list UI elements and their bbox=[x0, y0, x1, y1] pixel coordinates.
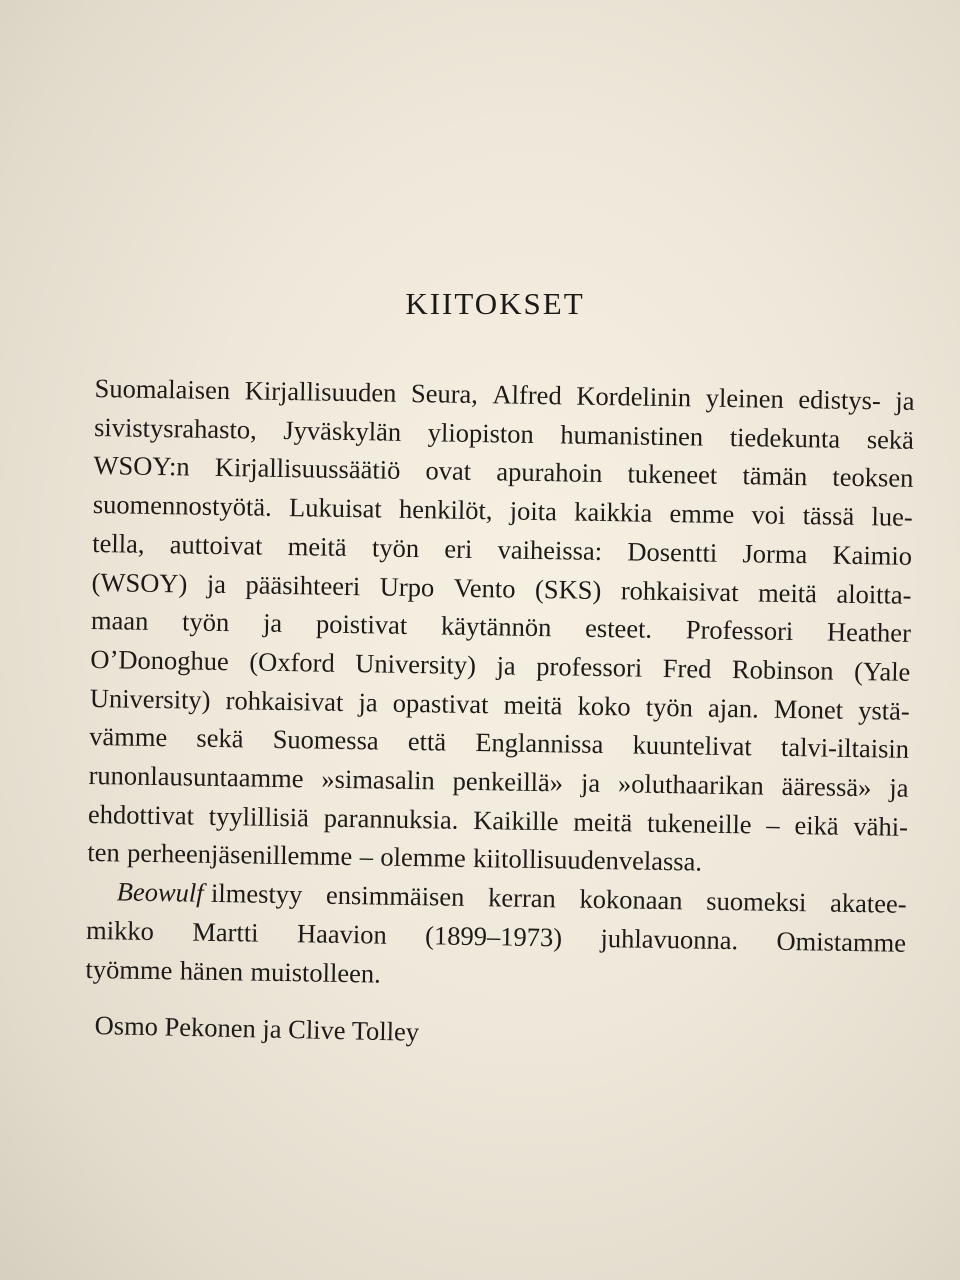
word: hänen bbox=[179, 954, 244, 986]
word: Urpo bbox=[379, 571, 435, 602]
word: akatee- bbox=[829, 887, 907, 919]
page-title: KIITOKSET bbox=[405, 286, 585, 321]
word: työn bbox=[645, 691, 694, 723]
word: tämän bbox=[742, 460, 808, 492]
word: Professori bbox=[685, 614, 794, 647]
word: henkilöt, bbox=[398, 493, 493, 526]
word: Kaimio bbox=[832, 539, 913, 571]
word: Suomessa bbox=[272, 724, 379, 756]
word: (WSOY) bbox=[91, 566, 188, 598]
word: ja bbox=[358, 686, 378, 718]
word: WSOY:n bbox=[93, 450, 190, 482]
word: Alfred bbox=[492, 379, 562, 411]
word: tyylillisiä bbox=[208, 800, 310, 833]
word: perheenjäsenillemme bbox=[126, 838, 353, 872]
word: työn bbox=[371, 532, 420, 563]
word: sekä bbox=[196, 722, 244, 754]
word: koko bbox=[577, 690, 631, 722]
word: Kordelinin bbox=[576, 380, 692, 413]
word: »oluthaarikan bbox=[617, 768, 764, 801]
word: ja bbox=[895, 385, 915, 416]
word: kerran bbox=[487, 882, 557, 914]
word: Monet bbox=[773, 693, 844, 725]
word: kaikkia bbox=[573, 496, 653, 528]
word: teoksen bbox=[832, 462, 914, 494]
word: (Oxford bbox=[249, 646, 335, 678]
word: että bbox=[407, 726, 447, 757]
paragraph-2 bbox=[85, 872, 907, 1001]
word: käytännön bbox=[440, 610, 552, 643]
word: vähi- bbox=[853, 810, 909, 842]
word: apurahoin bbox=[496, 456, 603, 489]
word: emme bbox=[669, 498, 735, 530]
word: Heather bbox=[826, 616, 912, 649]
word: työmme bbox=[85, 953, 173, 985]
word: – bbox=[766, 809, 780, 840]
word: edistys- bbox=[798, 384, 882, 416]
word: tukeneet bbox=[627, 458, 718, 491]
word: opastivat bbox=[392, 687, 489, 719]
paragraph-1 bbox=[87, 369, 915, 885]
word: tässä bbox=[802, 500, 855, 532]
word: suomeksi bbox=[706, 885, 807, 918]
word: (Yale bbox=[853, 655, 911, 687]
word: aloitta- bbox=[836, 578, 912, 610]
word: rohkaisivat bbox=[620, 574, 739, 607]
word: meitä bbox=[573, 806, 633, 838]
word: ovat bbox=[425, 455, 472, 487]
word: ehdottivat bbox=[87, 798, 195, 831]
word: Omistamme bbox=[776, 925, 907, 958]
word: eri bbox=[444, 533, 473, 564]
word: Dosentti bbox=[627, 536, 718, 568]
word: joita bbox=[509, 495, 558, 527]
word: ääressä» bbox=[781, 770, 872, 803]
word: »simasalin bbox=[321, 763, 436, 796]
word: yliopiston bbox=[427, 416, 535, 449]
word: meitä bbox=[757, 576, 818, 608]
word: auttoivat bbox=[169, 529, 263, 561]
word: Martti bbox=[192, 916, 259, 948]
word: tella, bbox=[92, 527, 145, 559]
word: Englannissa bbox=[475, 727, 604, 760]
word: Vento bbox=[453, 572, 516, 604]
word: parannuksia. bbox=[323, 802, 459, 835]
word: mikko bbox=[85, 914, 155, 946]
acknowledgements-body bbox=[85, 369, 915, 1001]
word: pääsihteeri bbox=[245, 568, 361, 601]
word: maan bbox=[90, 605, 149, 637]
word: muistolleen. bbox=[250, 956, 382, 989]
word: tiedekunta bbox=[729, 421, 841, 454]
word: ja bbox=[206, 568, 227, 599]
word: Kirjallisuussäätiö bbox=[214, 452, 401, 486]
word: kokonaan bbox=[579, 883, 683, 916]
word: penkeillä» bbox=[452, 765, 564, 798]
word: (SKS) bbox=[534, 573, 602, 605]
word: ja bbox=[262, 607, 283, 639]
word: työn bbox=[181, 606, 230, 638]
word: O’Donoghue bbox=[90, 643, 230, 677]
word: (1899–1973) bbox=[424, 920, 563, 953]
word: ensimmäisen bbox=[325, 879, 465, 913]
word: kiitollisuudenvelassa. bbox=[472, 843, 703, 878]
word: Jyväskylän bbox=[283, 414, 402, 447]
word: Suomalaisen bbox=[94, 372, 231, 406]
word: sivistysrahasto, bbox=[93, 411, 257, 445]
word: Jorma bbox=[742, 538, 808, 570]
word: University) bbox=[89, 682, 211, 715]
word: ja bbox=[496, 650, 516, 681]
signature-line: Osmo Pekonen ja Clive Tolley bbox=[94, 1010, 420, 1047]
word: lue- bbox=[871, 501, 913, 532]
word: Kaikille bbox=[472, 804, 559, 837]
word: sekä bbox=[866, 423, 915, 455]
book-title: Beowulf bbox=[116, 876, 204, 908]
word: esteet. bbox=[584, 612, 653, 644]
word: meitä bbox=[287, 530, 347, 562]
word: ajan. bbox=[707, 692, 760, 724]
word: humanistinen bbox=[560, 419, 704, 452]
word: Kirjallisuuden bbox=[244, 375, 397, 408]
word: professori bbox=[536, 650, 643, 683]
word: poistivat bbox=[315, 608, 408, 641]
word: olemme bbox=[380, 841, 466, 874]
word: ten bbox=[87, 837, 121, 868]
word: Robinson bbox=[731, 653, 834, 686]
word: – bbox=[359, 841, 374, 872]
word: voi bbox=[751, 499, 786, 530]
word: runonlausuntaamme bbox=[88, 759, 304, 794]
word: eikä bbox=[794, 809, 839, 841]
word: Lukuisat bbox=[288, 492, 382, 524]
word: ja bbox=[580, 767, 601, 799]
word: talvi-iltaisin bbox=[780, 732, 910, 765]
word: rohkaisivat bbox=[225, 684, 344, 717]
word: Fred bbox=[662, 652, 712, 684]
word: vämme bbox=[88, 721, 168, 753]
word: ja bbox=[889, 772, 909, 803]
word: juhlavuonna. bbox=[600, 922, 739, 956]
word: suomennostyötä. bbox=[92, 489, 272, 522]
word: kuuntelivat bbox=[632, 729, 753, 762]
word: ilmestyy bbox=[210, 878, 303, 910]
word: Seura, bbox=[410, 377, 479, 410]
word: ystä- bbox=[857, 694, 910, 726]
word: vaiheissa: bbox=[497, 534, 603, 566]
word: tukeneille bbox=[646, 807, 752, 840]
word: yleinen bbox=[705, 382, 784, 414]
word: Haavion bbox=[296, 918, 387, 950]
word: University) bbox=[355, 648, 477, 680]
word: meitä bbox=[503, 689, 563, 721]
